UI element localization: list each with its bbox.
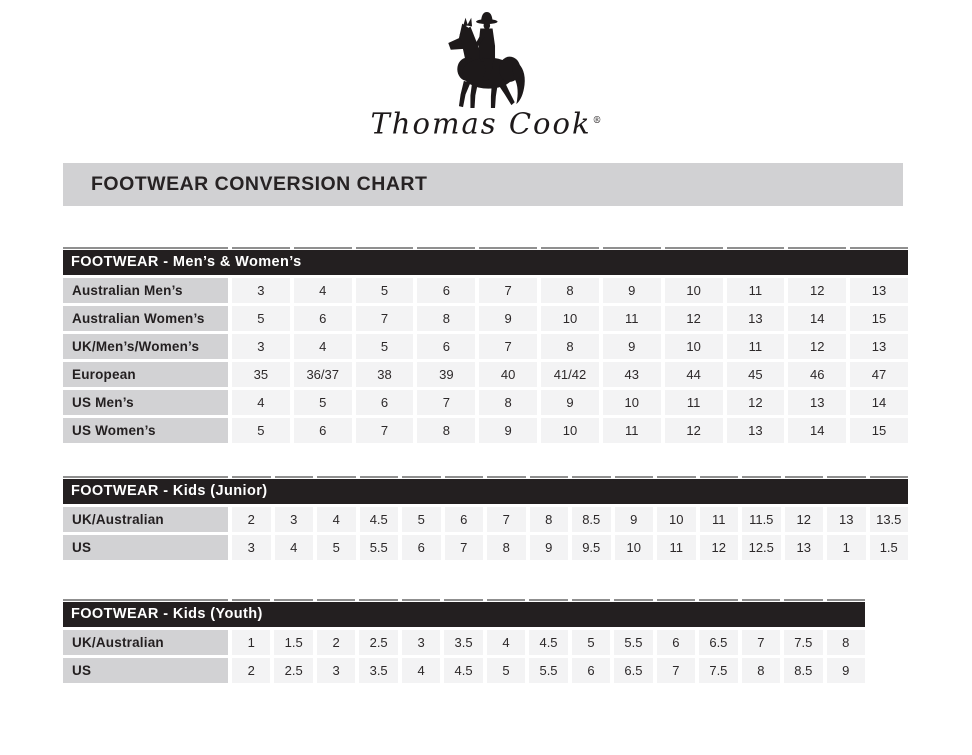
table-row xyxy=(63,334,908,359)
size-cell: 13 xyxy=(727,306,785,331)
table-top-rule-segment xyxy=(479,247,537,249)
size-cell: 41/42 xyxy=(541,362,599,387)
size-cell: 10 xyxy=(665,278,723,303)
size-cell: 6.5 xyxy=(699,630,737,655)
size-cell: 6 xyxy=(572,658,610,683)
table-top-rule xyxy=(63,247,908,249)
size-cell: 3 xyxy=(275,507,314,532)
size-cell: 15 xyxy=(850,418,908,443)
size-cell: 39 xyxy=(417,362,475,387)
table-body xyxy=(63,630,865,683)
size-cell: 5 xyxy=(294,390,352,415)
size-cell: 5 xyxy=(402,507,441,532)
size-cell: 11 xyxy=(727,334,785,359)
table-top-rule-segment xyxy=(417,247,475,249)
table-header xyxy=(63,602,865,627)
size-cell: 9.5 xyxy=(572,535,611,560)
size-cell: 11 xyxy=(657,535,696,560)
size-cell: 8 xyxy=(541,334,599,359)
size-cell: 11 xyxy=(727,278,785,303)
table-top-rule-segment xyxy=(788,247,846,249)
size-cell: 3.5 xyxy=(444,630,482,655)
table-top-rule-segment xyxy=(294,247,352,249)
table-header-label: FOOTWEAR - Men’s & Women’s xyxy=(71,254,302,271)
size-cell: 7 xyxy=(479,278,537,303)
size-cell: 8.5 xyxy=(784,658,822,683)
size-cell: 35 xyxy=(232,362,290,387)
size-cell: 6 xyxy=(294,418,352,443)
size-cell: 38 xyxy=(356,362,414,387)
table-top-rule-segment xyxy=(572,599,610,601)
size-cell: 46 xyxy=(788,362,846,387)
size-cell: 1.5 xyxy=(870,535,909,560)
table-top-rule-segment xyxy=(530,476,569,478)
size-cell: 5.5 xyxy=(360,535,399,560)
table-top-rule-segment xyxy=(487,599,525,601)
size-cell: 4 xyxy=(317,507,356,532)
size-cell: 10 xyxy=(541,306,599,331)
table-row xyxy=(63,362,908,387)
table-top-rule-segment xyxy=(827,476,866,478)
size-cell: 12 xyxy=(665,418,723,443)
size-cell: 47 xyxy=(850,362,908,387)
page-title: FOOTWEAR CONVERSION CHART xyxy=(91,172,428,195)
table-top-rule-segment xyxy=(317,476,356,478)
size-cell: 8 xyxy=(530,507,569,532)
size-cell: 8.5 xyxy=(572,507,611,532)
row-label: US xyxy=(63,658,228,683)
table-top-rule-segment xyxy=(402,476,441,478)
size-cell: 36/37 xyxy=(294,362,352,387)
table-header-label: FOOTWEAR - Kids (Youth) xyxy=(71,606,263,623)
table-row xyxy=(63,306,908,331)
table-top-rule-segment xyxy=(665,247,723,249)
size-cell: 7.5 xyxy=(784,630,822,655)
size-cell: 9 xyxy=(541,390,599,415)
size-cell: 45 xyxy=(727,362,785,387)
size-cell: 5 xyxy=(232,306,290,331)
size-cell: 8 xyxy=(827,630,865,655)
table-top-rule-segment xyxy=(487,476,526,478)
table-top-rule-segment xyxy=(657,599,695,601)
size-cell: 44 xyxy=(665,362,723,387)
size-cell: 8 xyxy=(541,278,599,303)
size-cell: 6.5 xyxy=(614,658,652,683)
row-label: US Men’s xyxy=(63,390,228,415)
size-cell: 9 xyxy=(615,507,654,532)
row-label: US xyxy=(63,535,228,560)
size-cell: 4 xyxy=(294,334,352,359)
size-cell: 8 xyxy=(487,535,526,560)
size-cell: 9 xyxy=(827,658,865,683)
table-top-rule-segment xyxy=(615,476,654,478)
size-cell: 5 xyxy=(232,418,290,443)
size-cell: 13 xyxy=(827,507,866,532)
size-cell: 12 xyxy=(788,334,846,359)
table-body xyxy=(63,507,908,560)
row-label: European xyxy=(63,362,228,387)
size-cell: 12.5 xyxy=(742,535,781,560)
size-cell: 3 xyxy=(402,630,440,655)
size-cell: 7 xyxy=(356,418,414,443)
table-row xyxy=(63,278,908,303)
size-cell: 12 xyxy=(785,507,824,532)
brand-wordmark xyxy=(0,104,972,141)
table-top-rule-segment xyxy=(850,247,908,249)
table-top-rule-segment xyxy=(63,476,228,478)
row-label: UK/Australian xyxy=(63,507,228,532)
size-cell: 1 xyxy=(827,535,866,560)
table-top-rule-segment xyxy=(614,599,652,601)
table-top-rule-segment xyxy=(275,476,314,478)
size-cell: 7 xyxy=(417,390,475,415)
size-cell: 10 xyxy=(665,334,723,359)
size-cell: 10 xyxy=(603,390,661,415)
table-top-rule-segment xyxy=(356,247,414,249)
table-top-rule-segment xyxy=(700,476,739,478)
size-cell: 11 xyxy=(700,507,739,532)
size-cell: 2.5 xyxy=(274,658,312,683)
table-body xyxy=(63,278,908,443)
table-top-rule-segment xyxy=(699,599,737,601)
size-cell: 15 xyxy=(850,306,908,331)
size-cell: 3.5 xyxy=(359,658,397,683)
size-cell: 13.5 xyxy=(870,507,909,532)
size-cell: 9 xyxy=(530,535,569,560)
size-cell: 4.5 xyxy=(529,630,567,655)
size-cell: 11 xyxy=(665,390,723,415)
size-cell: 3 xyxy=(317,658,355,683)
size-cell: 2 xyxy=(232,658,270,683)
size-cell: 6 xyxy=(445,507,484,532)
size-cell: 3 xyxy=(232,278,290,303)
size-cell: 14 xyxy=(788,418,846,443)
table-row xyxy=(63,418,908,443)
table-header-label: FOOTWEAR - Kids (Junior) xyxy=(71,483,268,500)
table-top-rule-segment xyxy=(870,476,909,478)
table-row xyxy=(63,658,865,683)
size-cell: 8 xyxy=(417,418,475,443)
page-title-bar xyxy=(63,163,903,206)
size-cell: 5 xyxy=(487,658,525,683)
table-top-rule-segment xyxy=(444,599,482,601)
table-top-rule-segment xyxy=(784,599,822,601)
size-cell: 14 xyxy=(850,390,908,415)
brand-logo xyxy=(0,0,972,141)
row-label: UK/Australian xyxy=(63,630,228,655)
table-top-rule-segment xyxy=(742,476,781,478)
size-cell: 6 xyxy=(402,535,441,560)
table-header xyxy=(63,479,908,504)
size-cell: 5 xyxy=(356,334,414,359)
size-cell: 6 xyxy=(417,278,475,303)
size-cell: 4 xyxy=(275,535,314,560)
table-top-rule-segment xyxy=(63,247,228,249)
table-top-rule-segment xyxy=(572,476,611,478)
size-cell: 9 xyxy=(603,278,661,303)
size-cell: 6 xyxy=(356,390,414,415)
size-cell: 1.5 xyxy=(274,630,312,655)
size-cell: 7 xyxy=(356,306,414,331)
table-top-rule-segment xyxy=(402,599,440,601)
brand-name: Thomas Cook xyxy=(370,106,592,141)
table-top-rule-segment xyxy=(317,599,355,601)
size-cell: 4 xyxy=(487,630,525,655)
size-cell: 4 xyxy=(402,658,440,683)
footwear-table-mens-womens xyxy=(63,247,908,443)
table-top-rule xyxy=(63,599,865,601)
table-top-rule-segment xyxy=(727,247,785,249)
horse-and-rider-icon xyxy=(445,10,527,110)
size-cell: 2 xyxy=(232,507,271,532)
size-cell: 4.5 xyxy=(444,658,482,683)
footwear-table-kids-youth xyxy=(63,599,865,683)
size-cell: 5 xyxy=(572,630,610,655)
table-top-rule-segment xyxy=(232,247,290,249)
table-top-rule-segment xyxy=(232,599,270,601)
size-cell: 10 xyxy=(541,418,599,443)
footwear-table-kids-junior xyxy=(63,476,908,560)
size-cell: 7 xyxy=(445,535,484,560)
table-top-rule-segment xyxy=(657,476,696,478)
table-top-rule-segment xyxy=(274,599,312,601)
size-cell: 6 xyxy=(657,630,695,655)
size-cell: 8 xyxy=(742,658,780,683)
size-cell: 13 xyxy=(788,390,846,415)
size-cell: 6 xyxy=(417,334,475,359)
size-cell: 5.5 xyxy=(529,658,567,683)
table-top-rule-segment xyxy=(541,247,599,249)
size-cell: 4.5 xyxy=(360,507,399,532)
table-top-rule-segment xyxy=(63,599,228,601)
size-cell: 3 xyxy=(232,535,271,560)
size-cell: 7 xyxy=(479,334,537,359)
size-cell: 9 xyxy=(603,334,661,359)
table-top-rule-segment xyxy=(603,247,661,249)
table-row xyxy=(63,390,908,415)
size-cell: 4 xyxy=(294,278,352,303)
size-cell: 5 xyxy=(356,278,414,303)
size-cell: 12 xyxy=(665,306,723,331)
size-cell: 13 xyxy=(850,334,908,359)
table-row xyxy=(63,630,865,655)
size-cell: 7 xyxy=(742,630,780,655)
size-cell: 9 xyxy=(479,418,537,443)
size-cell: 10 xyxy=(615,535,654,560)
size-cell: 8 xyxy=(417,306,475,331)
size-cell: 13 xyxy=(727,418,785,443)
table-header xyxy=(63,250,908,275)
size-cell: 5 xyxy=(317,535,356,560)
registered-mark: ® xyxy=(592,116,602,126)
size-cell: 12 xyxy=(727,390,785,415)
table-top-rule-segment xyxy=(742,599,780,601)
size-cell: 11 xyxy=(603,306,661,331)
table-top-rule xyxy=(63,476,908,478)
table-top-rule-segment xyxy=(232,476,271,478)
size-cell: 5.5 xyxy=(614,630,652,655)
size-cell: 8 xyxy=(479,390,537,415)
row-label: US Women’s xyxy=(63,418,228,443)
row-label: UK/Men’s/Women’s xyxy=(63,334,228,359)
size-cell: 7 xyxy=(657,658,695,683)
table-top-rule-segment xyxy=(360,476,399,478)
table-row xyxy=(63,535,908,560)
row-label: Australian Men’s xyxy=(63,278,228,303)
table-top-rule-segment xyxy=(529,599,567,601)
size-cell: 3 xyxy=(232,334,290,359)
table-row xyxy=(63,507,908,532)
table-top-rule-segment xyxy=(785,476,824,478)
size-cell: 9 xyxy=(479,306,537,331)
size-cell: 12 xyxy=(788,278,846,303)
table-top-rule-segment xyxy=(827,599,865,601)
table-top-rule-segment xyxy=(359,599,397,601)
size-cell: 40 xyxy=(479,362,537,387)
size-cell: 2 xyxy=(317,630,355,655)
size-cell: 10 xyxy=(657,507,696,532)
size-cell: 14 xyxy=(788,306,846,331)
table-top-rule-segment xyxy=(445,476,484,478)
size-cell: 12 xyxy=(700,535,739,560)
size-cell: 11.5 xyxy=(742,507,781,532)
row-label: Australian Women’s xyxy=(63,306,228,331)
size-cell: 13 xyxy=(785,535,824,560)
size-cell: 7 xyxy=(487,507,526,532)
size-cell: 11 xyxy=(603,418,661,443)
size-cell: 4 xyxy=(232,390,290,415)
size-cell: 6 xyxy=(294,306,352,331)
size-cell: 13 xyxy=(850,278,908,303)
size-cell: 43 xyxy=(603,362,661,387)
size-cell: 7.5 xyxy=(699,658,737,683)
size-cell: 2.5 xyxy=(359,630,397,655)
size-cell: 1 xyxy=(232,630,270,655)
